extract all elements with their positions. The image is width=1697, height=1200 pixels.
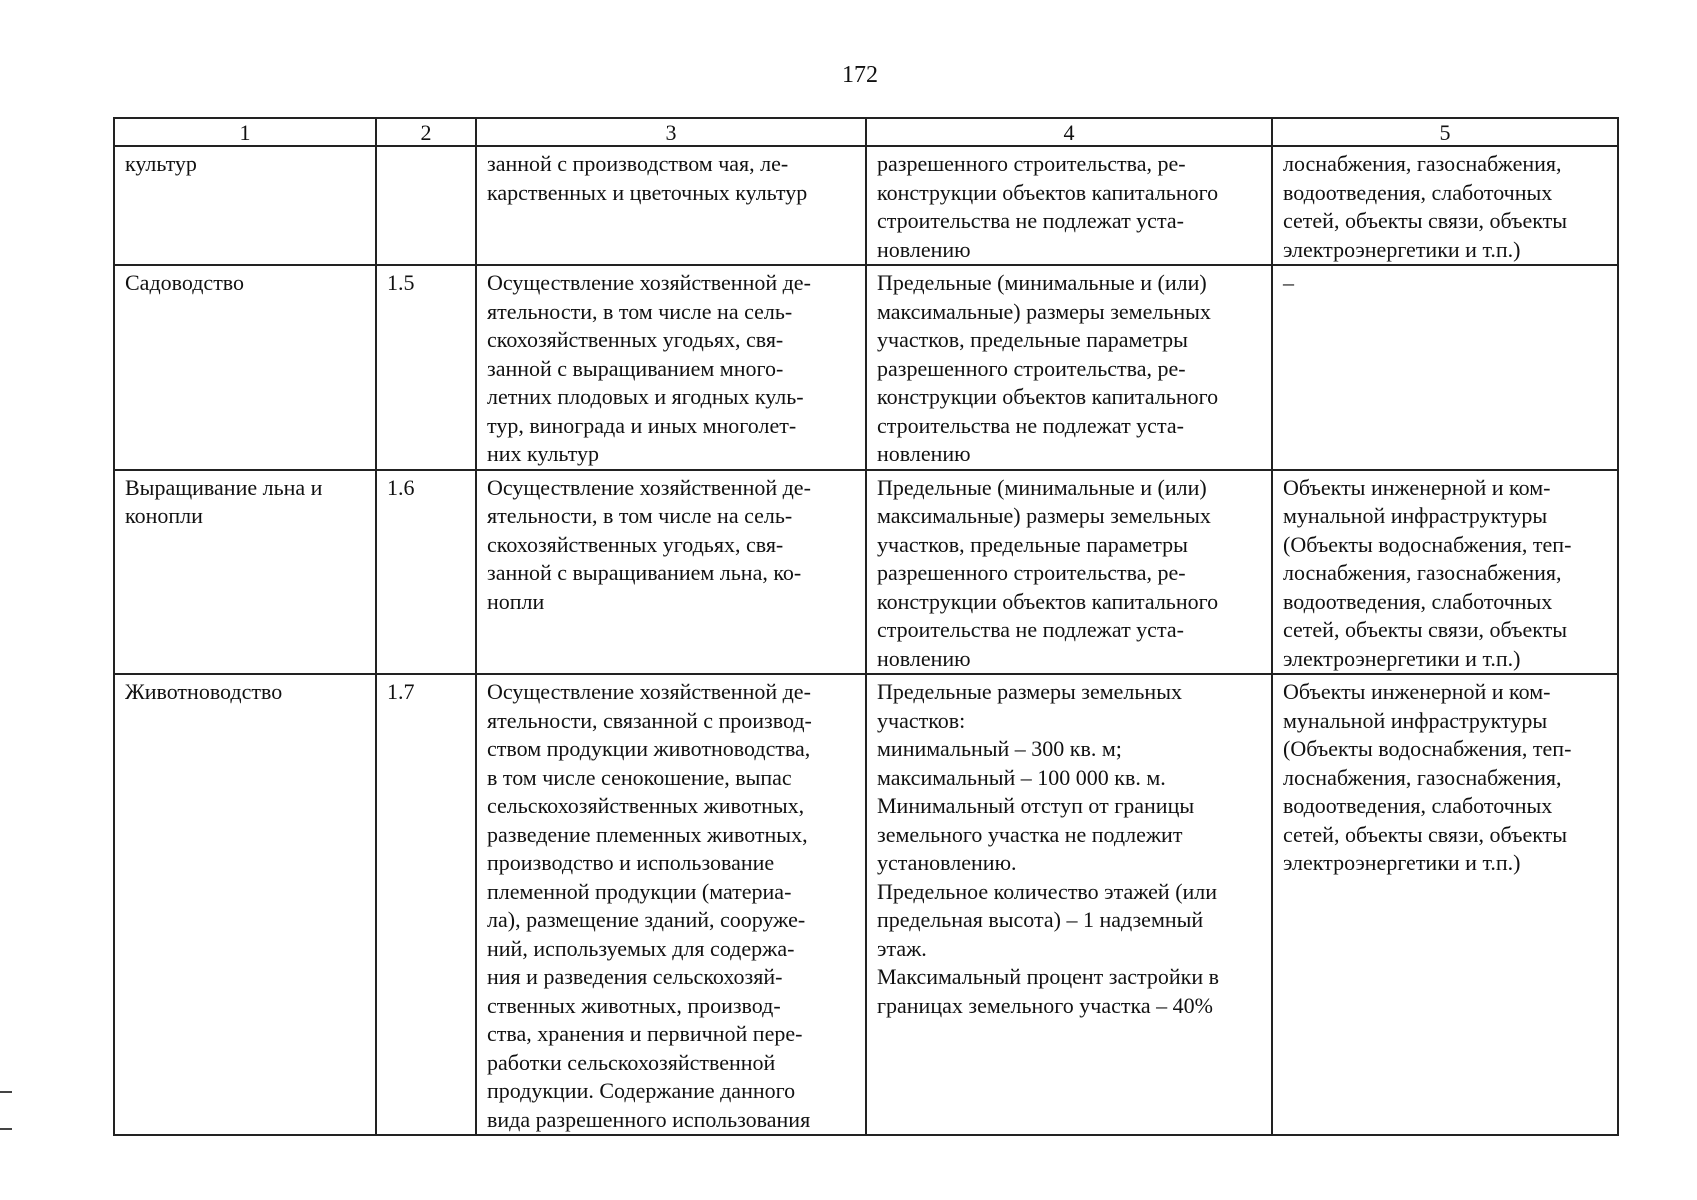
objects-cell: – (1272, 265, 1618, 470)
parameters-cell: Предельные (минимальные и (или) максимальные) размеры земельных участков, предельные параметры разрешенного строительства, ре- конструкции объектов капитального строительства не подлежат уста- новлению (866, 265, 1272, 470)
table-header-row (114, 118, 1618, 146)
margin-mark (0, 1091, 12, 1093)
use-name-cell: Животноводство (114, 674, 376, 1135)
parameters-cell: разрешенного строительства, ре- конструкции объектов капитального строительства не подлежат уста- новлению (866, 146, 1272, 265)
table-row (114, 674, 1618, 1135)
column-header: 2 (376, 118, 476, 146)
use-name-cell: Садоводство (114, 265, 376, 470)
objects-cell: лоснабжения, газоснабжения, водоотведения, слаботочных сетей, объекты связи, объекты электроэнергетики и т.п.) (1272, 146, 1618, 265)
column-header: 4 (866, 118, 1272, 146)
margin-mark (0, 1128, 12, 1130)
use-code-cell: 1.5 (376, 265, 476, 470)
objects-cell: Объекты инженерной и ком- мунальной инфраструктуры (Объекты водоснабжения, теп- лоснабжения, газоснабжения, водоотведения, слаботочных сетей, объекты связи, объекты электроэнергетики и т.п.) (1272, 674, 1618, 1135)
table-row (114, 146, 1618, 265)
parameters-cell: Предельные (минимальные и (или) максимальные) размеры земельных участков, предельные параметры разрешенного строительства, ре- конструкции объектов капитального строительства не подлежат уста- новлению (866, 470, 1272, 675)
use-code-cell: 1.7 (376, 674, 476, 1135)
land-use-table (113, 117, 1619, 1136)
description-cell: занной с производством чая, ле- карственных и цветочных культур (476, 146, 866, 265)
table-row (114, 265, 1618, 470)
column-header: 1 (114, 118, 376, 146)
use-code-cell: 1.6 (376, 470, 476, 675)
use-name-cell: Выращивание льна и конопли (114, 470, 376, 675)
use-name-cell: культур (114, 146, 376, 265)
use-code-cell (376, 146, 476, 265)
column-header: 5 (1272, 118, 1618, 146)
page-number: 172 (842, 62, 878, 88)
description-cell: Осуществление хозяйственной де- ятельности, в том числе на сель- скохозяйственных угодьях, свя- занной с выращиванием много- летних плодовых и ягодных куль- тур, винограда и иных многолет- них культур (476, 265, 866, 470)
table-row (114, 470, 1618, 675)
column-header: 3 (476, 118, 866, 146)
description-cell: Осуществление хозяйственной де- ятельности, в том числе на сель- скохозяйственных угодьях, свя- занной с выращиванием льна, ко- нопли (476, 470, 866, 675)
description-cell: Осуществление хозяйственной де- ятельности, связанной с производ- ством продукции животноводства, в том числе сенокошение, выпас сельскохозяйственных животных, разведение племенных животных, производство и использование племенной продукции (материа- ла), размещение зданий, сооруже- ний, используемых для содержа- ния и разведения сельскохозяй- ственных животных, производ- ства, хранения и первичной пере- работки сельскохозяйственной продукции. Содержание данного вида разрешенного использования (476, 674, 866, 1135)
parameters-cell: Предельные размеры земельных участков: минимальный – 300 кв. м; максимальный – 100 000 кв. м. Минимальный отступ от границы земельного участка не подлежит установлению. Предельное количество этажей (или предельная высота) – 1 надземный этаж. Максимальный процент застройки в границах земельного участка – 40% (866, 674, 1272, 1135)
objects-cell: Объекты инженерной и ком- мунальной инфраструктуры (Объекты водоснабжения, теп- лоснабжения, газоснабжения, водоотведения, слаботочных сетей, объекты связи, объекты электроэнергетики и т.п.) (1272, 470, 1618, 675)
